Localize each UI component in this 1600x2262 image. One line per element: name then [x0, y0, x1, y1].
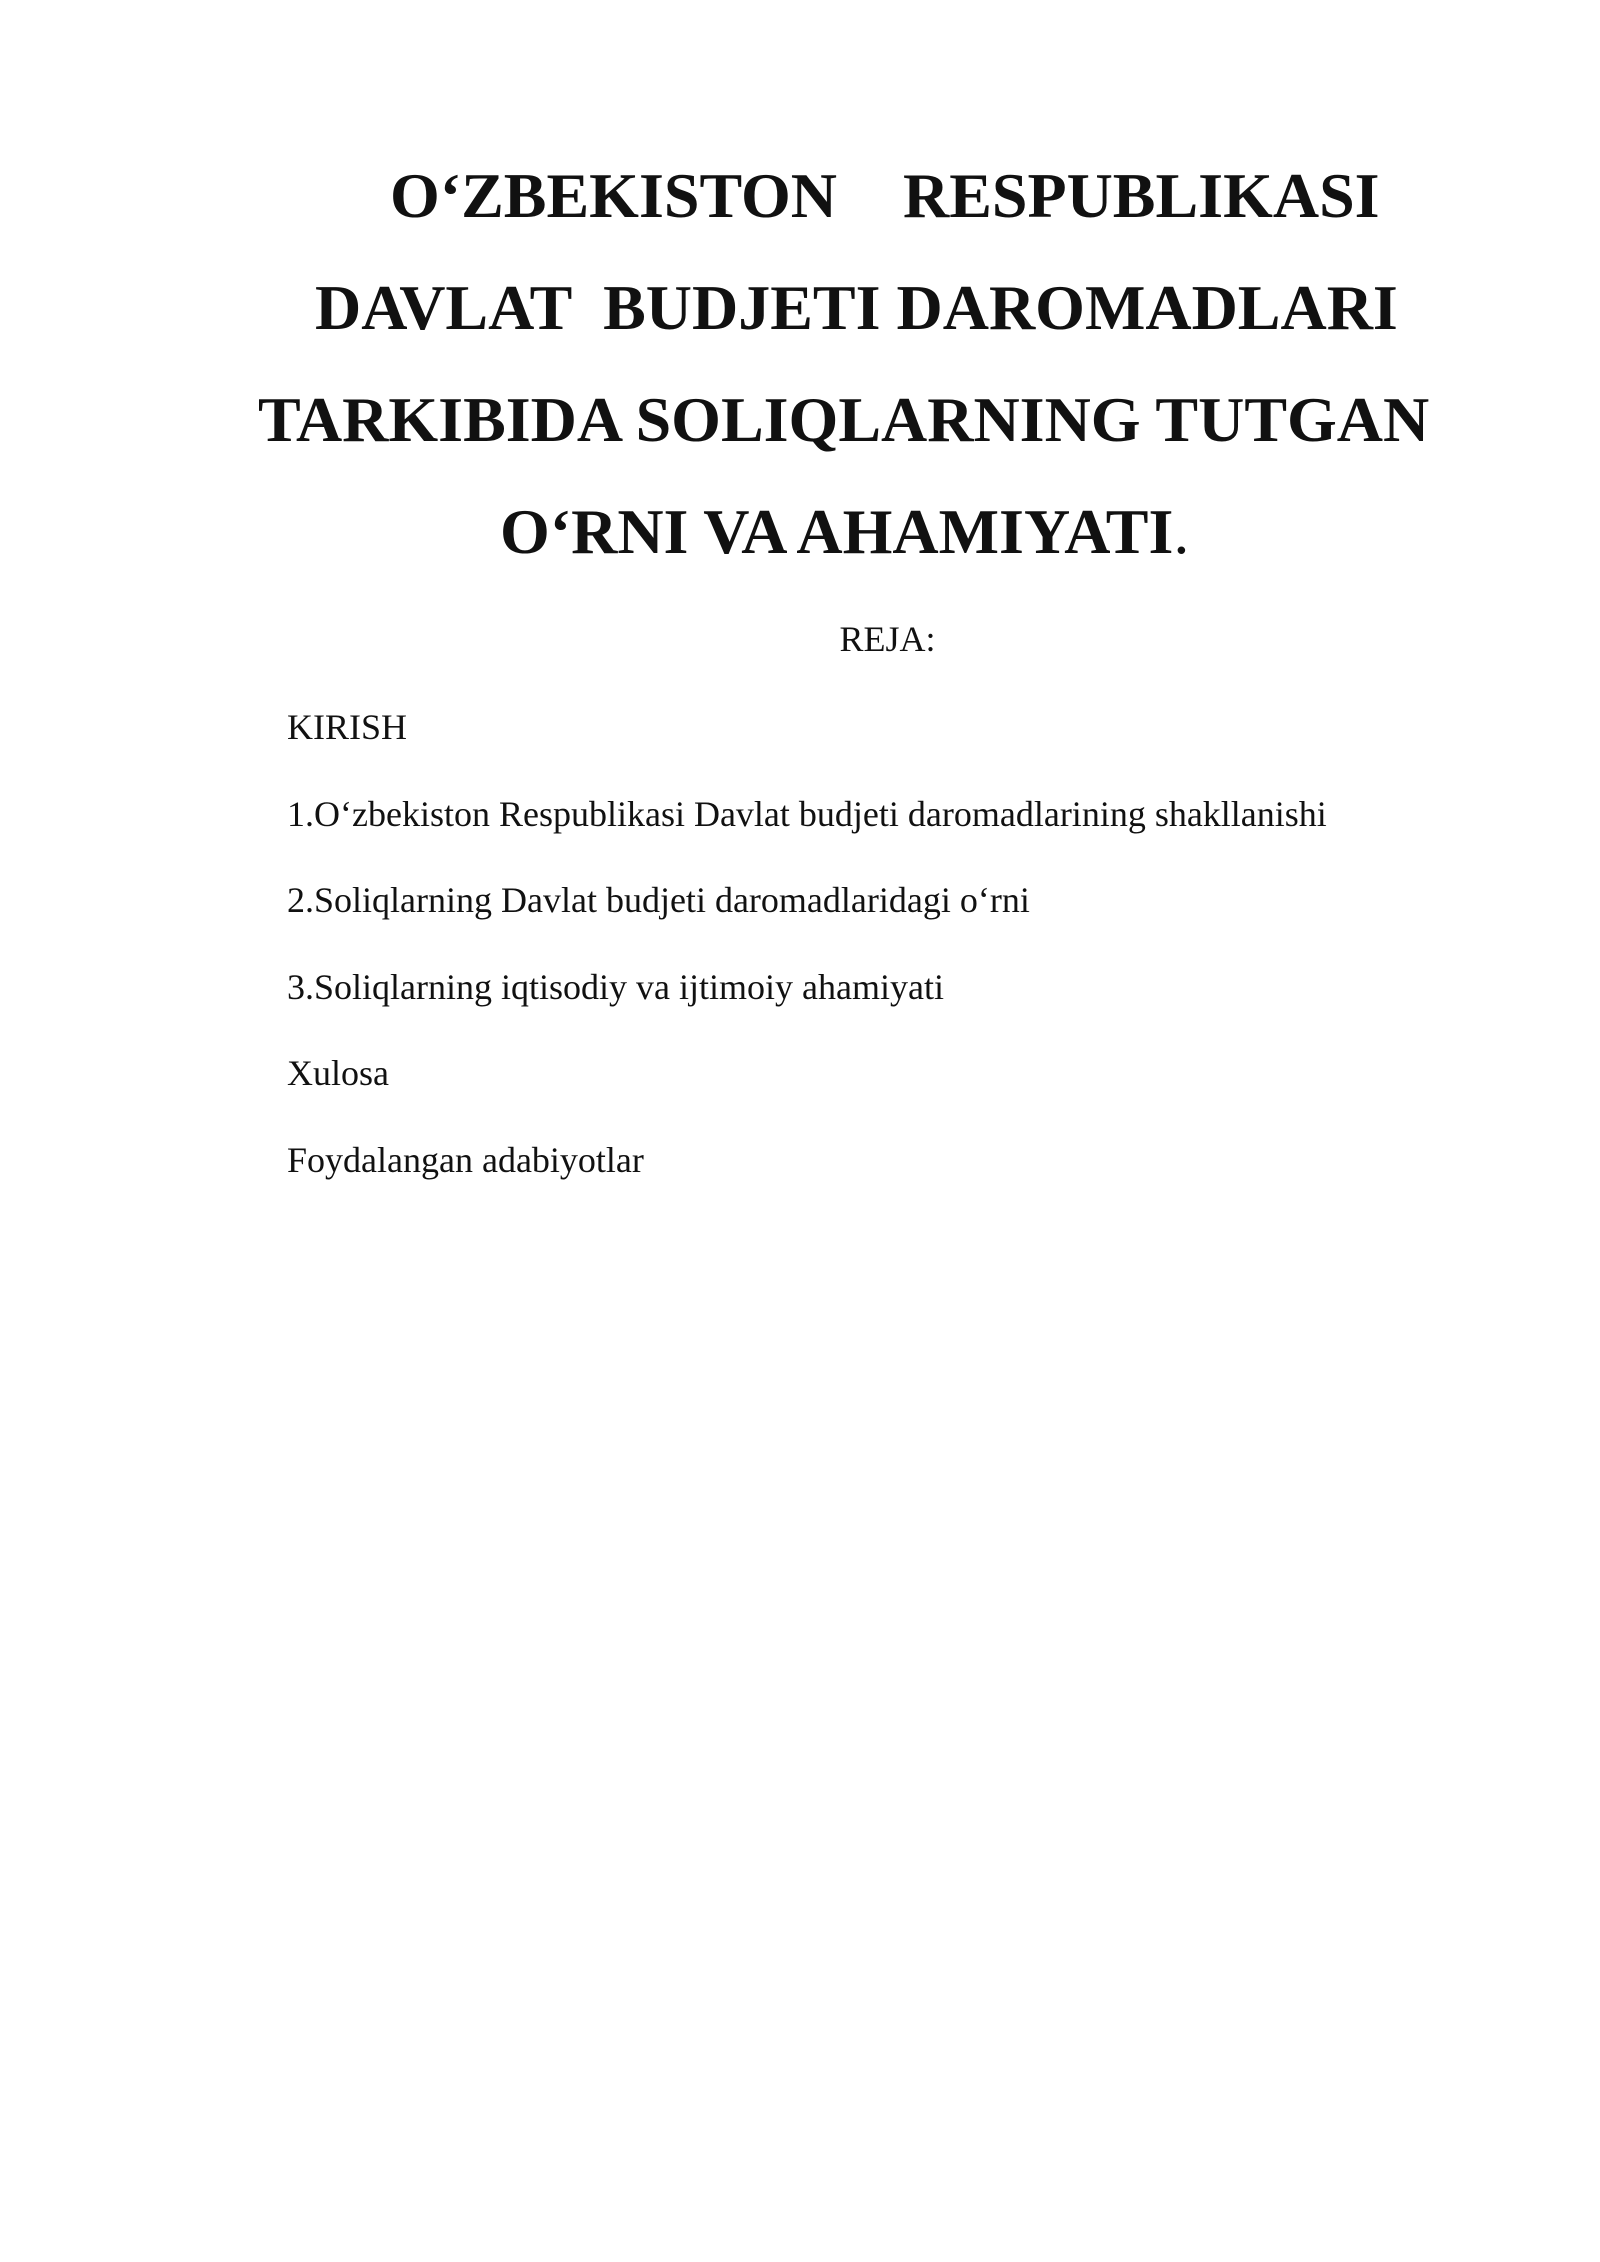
plan-item-2: 2.Soliqlarning Davlat budjeti daromadlaridagi o‘rni [287, 880, 1030, 920]
plan-item-conclusion: Xulosa [287, 1053, 389, 1093]
plan-list [287, 703, 1327, 1222]
plan-item-3: 3.Soliqlarning iqtisodiy va ijtimoiy ahamiyati [287, 966, 944, 1007]
plan-item-references: Foydalangan adabiyotlar [287, 1139, 644, 1180]
title-line-3 [230, 364, 1470, 476]
title-line-4-period: . [1173, 496, 1190, 567]
title-line-2 [230, 252, 1470, 364]
plan-item-introduction: KIRISH [287, 707, 408, 747]
title-line-3-text: TARKIBIDA SOLIQLARNING TUTGAN [258, 384, 1430, 455]
title-line-4-text: O‘RNI VA AHAMIYATI [500, 496, 1174, 567]
title-line-1-part-2: RESPUBLIKASI [902, 160, 1380, 231]
plan-heading: REJA: [839, 619, 936, 659]
document-title [230, 140, 1470, 588]
title-line-4 [230, 476, 1470, 588]
title-line-1-part-1: O‘ZBEKISTON [390, 160, 837, 231]
plan-item-1: 1.O‘zbekiston Respublikasi Davlat budjeti daromadlarining shakllanishi [287, 793, 1327, 834]
title-line-1 [230, 140, 1470, 252]
title-line-2-text: DAVLAT BUDJETI DAROMADLARI [315, 272, 1398, 343]
